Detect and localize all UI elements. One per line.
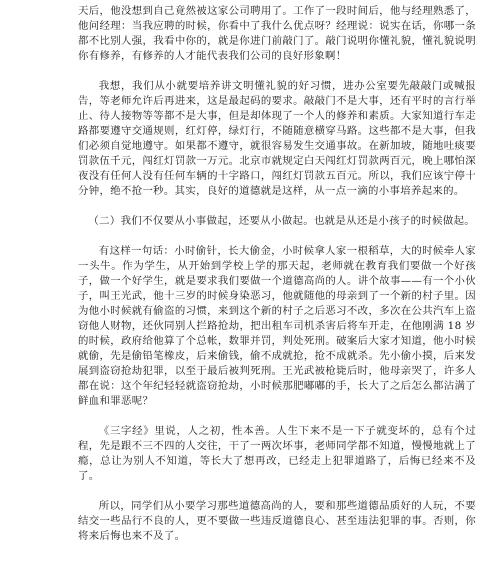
paragraph-gap [78,409,476,424]
paragraph-manners-habits: 我想，我们从小就要培养讲文明懂礼貌的好习惯，进办公室要先敲敲门或喊报告，等老师允许后再进来，这是最起码的要求。敲敲门不是大事，还有平时的言行举止、待人接物等等都不是大事，但是却体现了一个人的修养和素质。大家知道行车走路都要遵守交通规则，红灯停，绿灯行，不随随意横穿马路。这些都不是大事，但我们必须自觉地遵守。如果都不遵守，就很容易发生交通事故。在新加坡，随地吐痰要罚款伍千元，闯红灯罚款一万元。北京市就规定白天闯红灯罚款两百元，晚上哪怕深夜没有任何人没有任何车辆的十字路口，闯红灯罚款五百元。所以，我们应该宁停十分钟，绝不抢一秒。其实，良好的道德就是这样，从一点一滴的小事培养起来的。 [78,80,476,197]
paragraph-conclusion: 所以，同学们从小要学习那些道德高尚的人，要和那些道德品质好的人玩，不要结交一些品行不良的人，更不要做一些违反道德良心、甚至违法犯罪的事。否则，你将来后悔也来不及了。 [78,500,476,542]
paragraph-gap [78,229,476,244]
paragraph-wang-guangwu-story: 有这样一句话：小时偷针，长大偷金，小时候拿人家一根稻草，大的时候牵人家一头牛。作为学生，从开始到学校上学的那天起，老师就在教育我们要做一个好孩子，做一个好学生，就是要求我们要做一个道德高尚的人。讲个故事——有一个小伙子，叫王光武，他十三岁的时候身染恶习，他就随他的母亲到了一个新的村子里。因为他小时候就有偷盗的习惯，来到这个新的村子之后恶习不改，多次在公共汽车上盗窃他人财物，还伙同别人拦路抢劫，把出租车司机杀害后将车开走，在他刚满 18 岁的时候，政府给他算了个总帐，数罪并罚，判处死刑。破案后大家才知道，他小时候就偷，先是偷铅笔橡皮，后来偷钱，偷不成就抢，抢不成就杀。先小偷小摸，后来发展到盗窃抢劫犯罪，以至于最后被判死刑。王光武被枪毙后时，他母亲哭了，许多人都在说：这个年纪轻轻就盗窃抢劫，小时候那肥嘟嘟的手，长大了之后怎么都沾满了鲜血和罪恶呢？ [78,245,476,407]
section-heading-start-young: （二）我们不仅要从小事做起，还要从小做起。也就是从还是小孩子的时候做起。 [88,215,476,227]
paragraph-hiring-story: 天后，他没想到自己竟然被这家公司聘用了。工作了一段时间后，他与经理熟悉了，他问经理：当我应聘的时候，你看中了我什么优点呀？经理说：说实在话，你哪一条都不比别人强，我看中你的，就是你进门前敲门了。敲门说明你懂礼貌，懂礼貌说明你有修养，有修养的人才能代表我们公司的良好形象啊！ [78,5,476,62]
paragraph-three-character-classic: 《三字经》里说，人之初，性本善。人生下来不是一下子就变坏的，总有个过程，先是跟不三不四的人交往，干了一两次坏事，老师同学都不知道，慢慢地就上了瘾，总让为别人不知道，等长大了想再改，已经走上犯罪道路了，后悔已经来不及了。 [78,425,476,482]
paragraph-gap [78,64,476,79]
paragraph-gap [78,484,476,499]
paragraph-gap [78,199,476,214]
